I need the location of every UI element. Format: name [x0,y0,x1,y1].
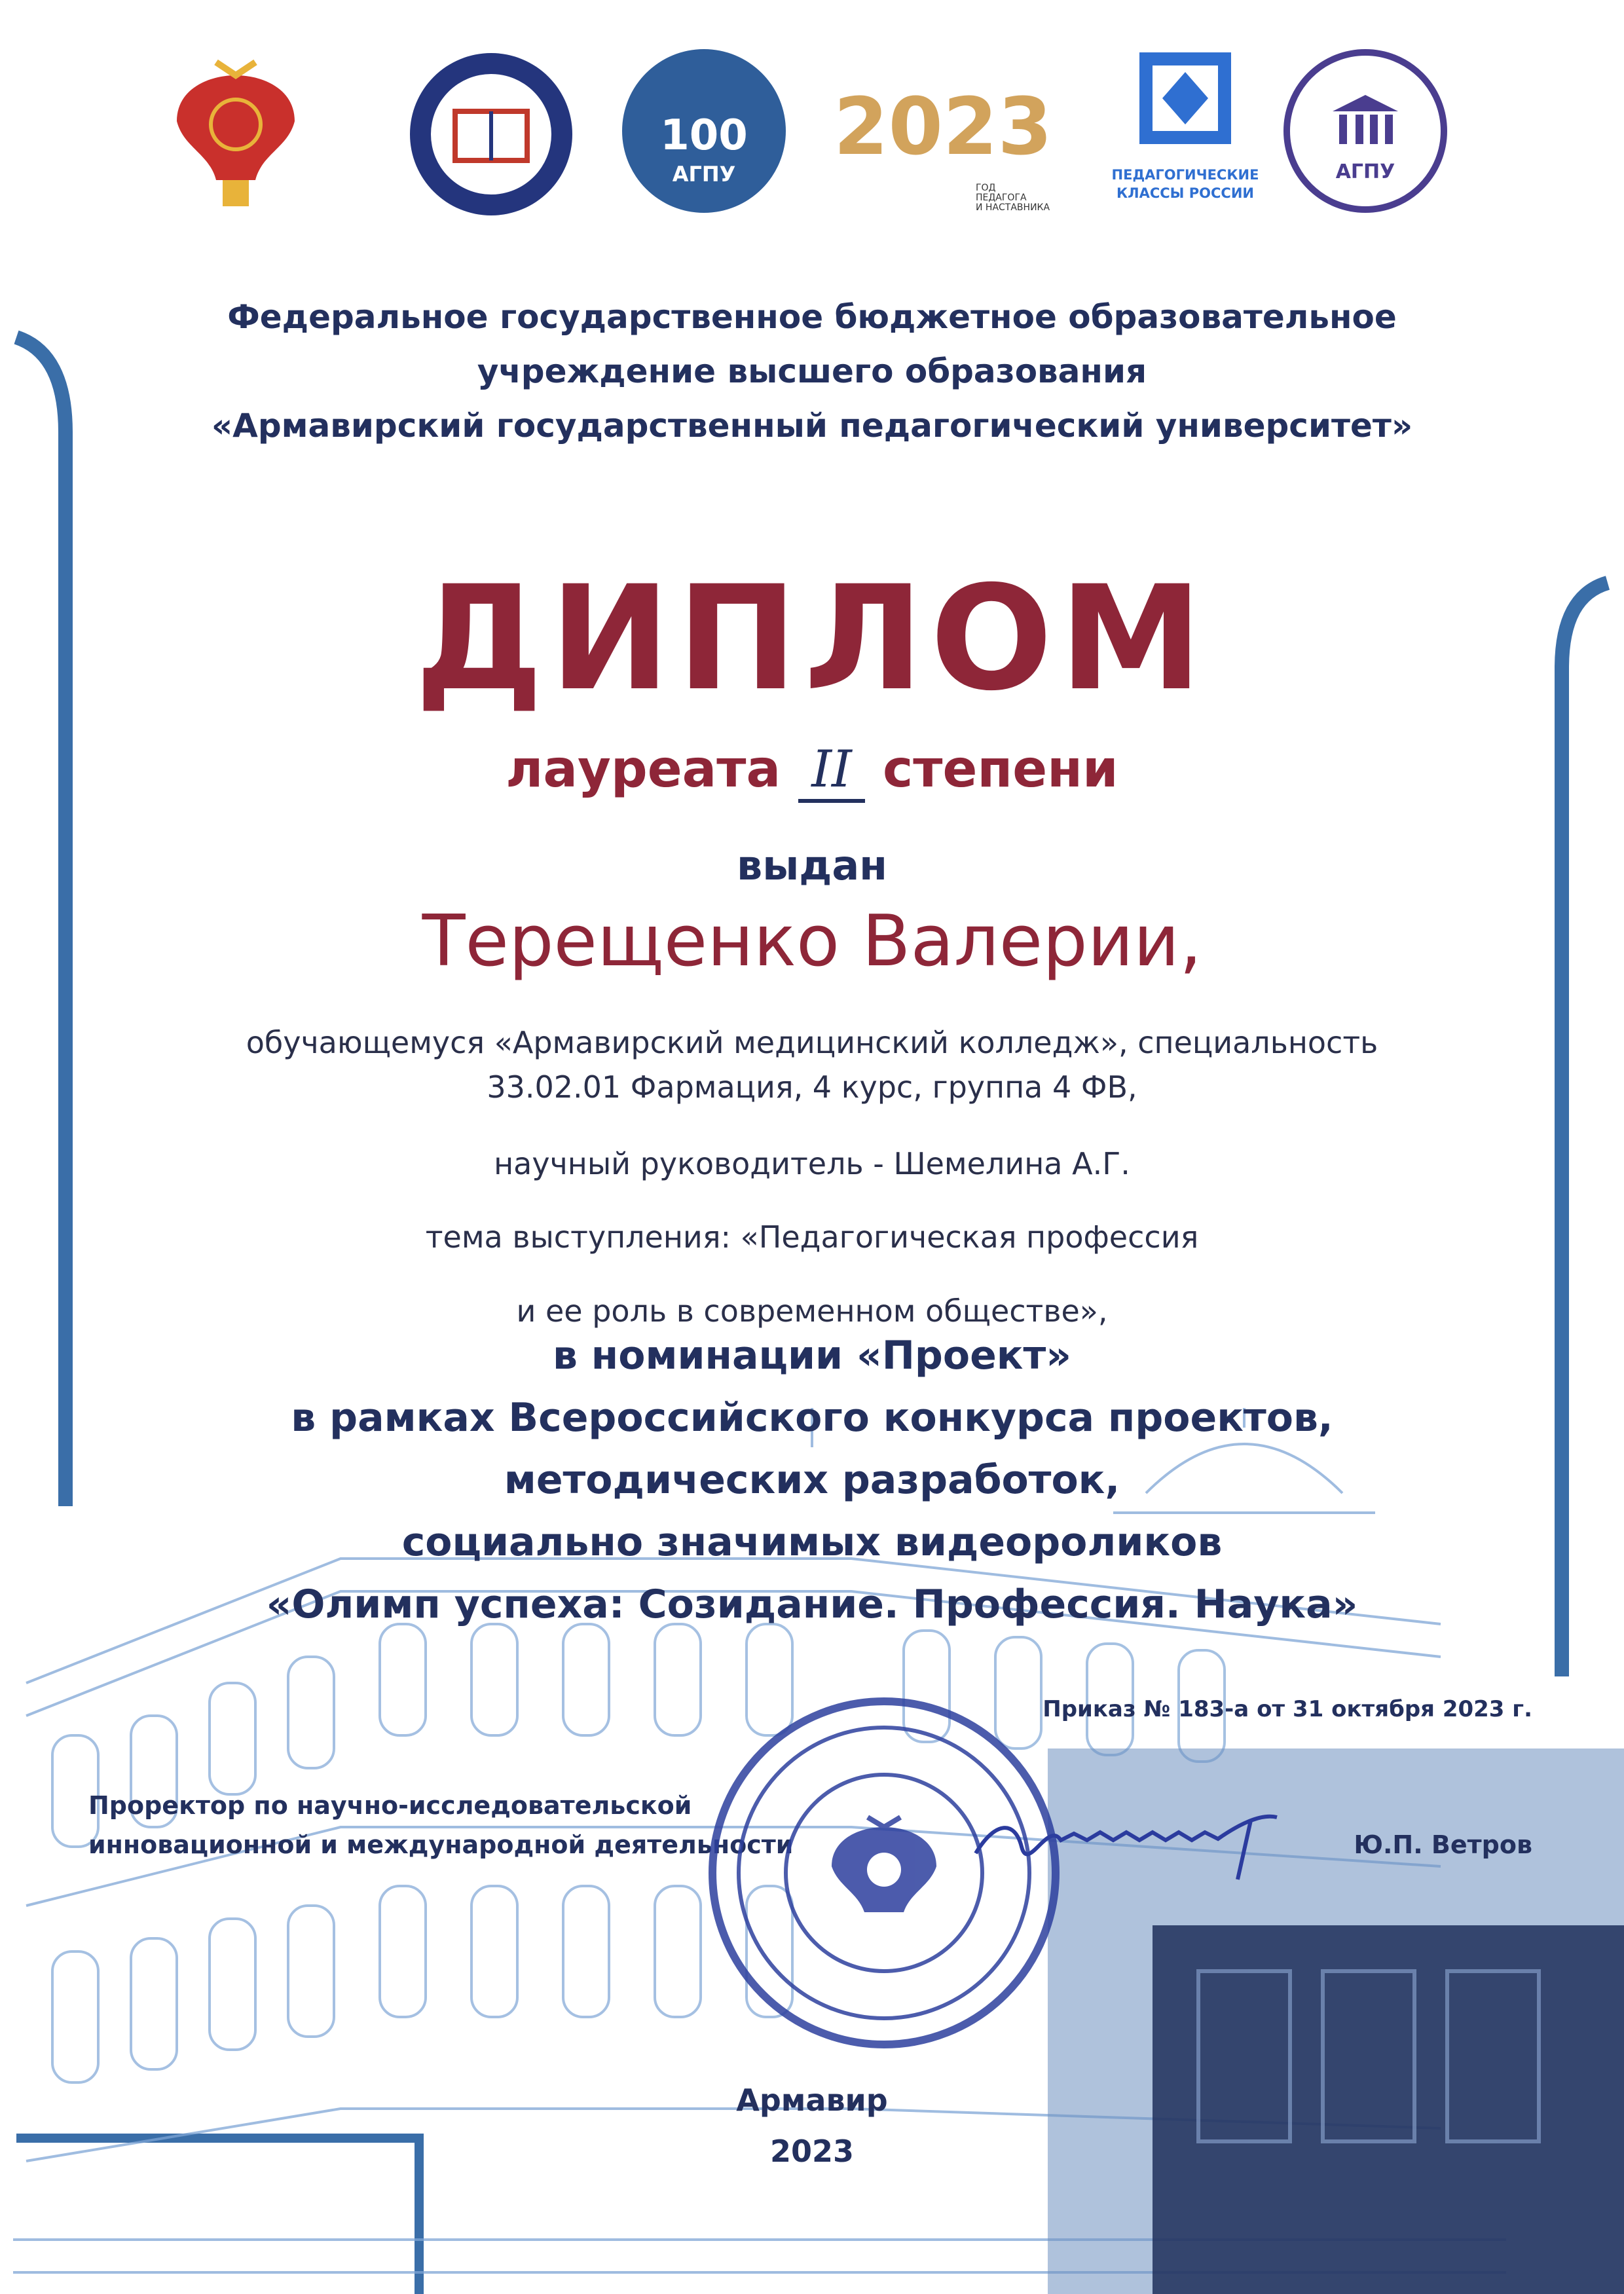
ministry-education-krasnodar-icon [406,49,576,219]
diploma-title: ДИПЛОМ [415,555,1209,722]
degree-handwritten: II [798,740,865,803]
nomination-line-2: в рамках Всероссийского конкурса проектов, [291,1395,1333,1441]
signatory-name: Ю.П. Ветров [1354,1830,1532,1859]
agpu-building-icon [1329,92,1401,151]
recipient-name: Терещенко Валерии, [422,900,1202,982]
diploma-subtitle [0,740,1624,803]
supervisor: научный руководитель - Шемелина А.Г. [494,1146,1130,1181]
signatory-position-line-1: Проректор по научно-исследовательской [88,1791,692,1820]
footer-city: Армавир [736,2082,888,2118]
subtitle-degree: степени [883,740,1118,799]
nomination-line-4: социально значимых видеороликов [401,1519,1223,1565]
nomination-line-1: в номинации «Проект» [552,1333,1072,1378]
year-logo-caption-line3: И НАСТАВНИКА [976,202,1050,213]
order-reference: Приказ № 183-а от 31 октября 2023 г. [1043,1696,1532,1722]
agpu-100-logo [622,49,786,213]
ped-classes-label-line2: КЛАССЫ РОССИИ [1116,185,1254,201]
topic-line-2: и ее роль в современном обществе», [516,1293,1108,1329]
agpu-round-label: АГПУ [1335,160,1395,183]
signatory-position-line-2: инновационной и международной деятельности [88,1830,794,1859]
agpu-100-number: 100 [660,111,748,160]
org-line-3: «Армавирский государственный педагогический университет» [211,407,1413,445]
year-logo-caption [976,183,1050,213]
official-stamp [701,1690,1067,2056]
issued-label: выдан [736,842,888,889]
nomination-line-3: методических разработок, [504,1457,1120,1503]
agpu-round-logo [1283,49,1447,213]
year-logo-year: 2023 [834,82,1052,173]
pedagogical-classes-logo [1107,49,1264,219]
pedagogical-classes-emblem-icon [1107,49,1264,160]
details-line-2: 33.02.01 Фармация, 4 курс, группа 4 ФВ, [487,1069,1137,1105]
agpu-100-label: АГПУ [672,162,736,187]
russia-coat-of-arms-icon [170,49,301,213]
subtitle-laureate: лауреата [506,740,781,799]
org-line-1: Федеральное государственное бюджетное образовательное [227,298,1397,336]
year-of-teacher-logo [819,49,1067,213]
year-logo-caption-line1: ГОД [976,183,996,193]
details-line-1: обучающемуся «Армавирский медицинский колледж», специальность [246,1025,1378,1060]
nomination-line-5: «Олимп успеха: Созидание. Профессия. Наука» [266,1582,1358,1627]
org-line-2: учреждение высшего образования [477,352,1147,390]
footer-year: 2023 [769,2134,855,2169]
topic-line-1: тема выступления: «Педагогическая профессия [425,1219,1199,1255]
year-logo-caption-line2: ПЕДАГОГА [976,193,1027,203]
ped-classes-label-line1: ПЕДАГОГИЧЕСКИЕ [1111,167,1259,183]
